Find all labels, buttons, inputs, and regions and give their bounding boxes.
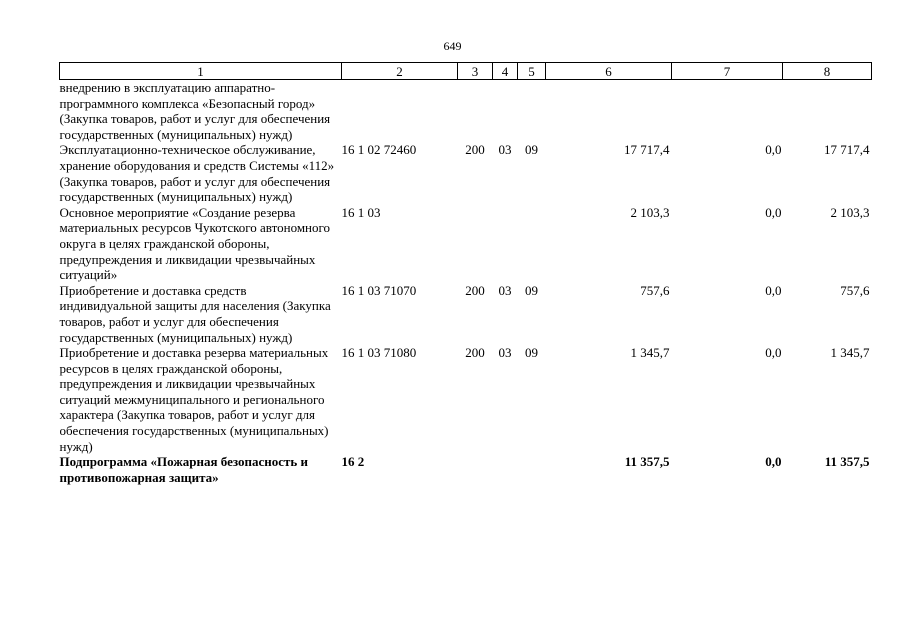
row-value-7: 0,0 xyxy=(765,454,782,470)
row-value-8: 2 103,3 xyxy=(830,204,870,220)
row-value-8 xyxy=(783,80,872,143)
table-row xyxy=(60,345,872,454)
row-vr: 200 xyxy=(465,142,485,158)
row-value-7: 0,0 xyxy=(765,345,782,361)
row-value-6: 17 717,4 xyxy=(624,142,670,158)
row-pr: 09 xyxy=(525,282,538,298)
column-number-header xyxy=(60,63,872,80)
row-vr: 200 xyxy=(465,282,485,298)
table-row xyxy=(60,283,872,345)
row-value-8: 17 717,4 xyxy=(824,142,870,158)
row-code: 16 2 xyxy=(341,454,365,470)
row-pr xyxy=(518,454,546,485)
row-value-6: 1 345,7 xyxy=(630,345,670,361)
row-value-8: 11 357,5 xyxy=(824,454,870,470)
row-value-8: 1 345,7 xyxy=(830,345,870,361)
row-vr: 200 xyxy=(465,345,485,361)
row-value-7: 0,0 xyxy=(765,142,782,158)
row-pr: 09 xyxy=(525,142,538,158)
budget-table xyxy=(59,62,872,485)
row-value-6 xyxy=(546,80,672,143)
row-rz xyxy=(493,205,518,283)
row-vr xyxy=(458,80,493,143)
row-pr xyxy=(518,80,546,143)
row-code xyxy=(342,80,458,143)
column-header: 6 xyxy=(546,63,672,80)
table-row xyxy=(60,205,872,283)
row-code: 16 1 02 72460 xyxy=(341,142,417,158)
row-name: Эксплуатационно-техническое обслуживание, хранение оборудования и средств Системы «112» (Закупка товаров, работ и услуг для обеспечения государственных (муниципальных) нужд) xyxy=(59,142,335,205)
row-vr xyxy=(458,205,493,283)
row-rz xyxy=(493,454,518,485)
table-row-subprogram xyxy=(60,454,872,485)
row-pr: 09 xyxy=(525,345,538,361)
row-value-7: 0,0 xyxy=(765,204,782,220)
row-name: Основное мероприятие «Создание резерва материальных ресурсов Чукотского автономного округа в целях гражданской обороны, предупреждения и ликвидации чрезвычайных ситуаций» xyxy=(59,204,331,283)
table-row xyxy=(60,142,872,204)
row-value-7 xyxy=(672,80,783,143)
row-name: Подпрограмма «Пожарная безопасность и противопожарная защита» xyxy=(59,454,309,485)
page-number: 649 xyxy=(443,39,462,53)
column-header: 5 xyxy=(518,63,546,80)
column-header: 4 xyxy=(493,63,518,80)
row-name: внедрению в эксплуатацию аппаратно-программного комплекса «Безопасный город» (Закупка товаров, работ и услуг для обеспечения государственных (муниципальных) нужд) xyxy=(59,80,331,142)
column-header: 3 xyxy=(458,63,493,80)
row-value-6: 2 103,3 xyxy=(630,204,670,220)
row-rz: 03 xyxy=(498,282,512,298)
column-header: 7 xyxy=(672,63,783,80)
row-pr xyxy=(518,205,546,283)
row-value-7: 0,0 xyxy=(765,282,782,298)
row-code: 16 1 03 71080 xyxy=(341,345,417,361)
row-rz: 03 xyxy=(498,345,512,361)
row-vr xyxy=(458,454,493,485)
column-header: 2 xyxy=(342,63,458,80)
row-value-6: 11 357,5 xyxy=(624,454,670,470)
row-rz xyxy=(493,80,518,143)
column-header: 1 xyxy=(60,63,342,80)
table-row xyxy=(60,80,872,143)
column-header: 8 xyxy=(783,63,872,80)
row-value-6: 757,6 xyxy=(640,282,670,298)
row-code: 16 1 03 71070 xyxy=(341,282,417,298)
row-value-8: 757,6 xyxy=(840,282,870,298)
row-name: Приобретение и доставка средств индивидуальной защиты для населения (Закупка товаров, работ и услуг для обеспечения государственных (муниципальных) нужд) xyxy=(59,282,331,345)
row-code: 16 1 03 xyxy=(341,204,381,220)
row-name: Приобретение и доставка резерва материальных ресурсов в целях гражданской обороны, предупреждения и ликвидации чрезвычайных ситуаций межмуниципального и регионального характера (Закупка товаров, работ и услуг для обеспечения государственных (муниципальных) нужд) xyxy=(59,345,329,454)
row-rz: 03 xyxy=(498,142,512,158)
